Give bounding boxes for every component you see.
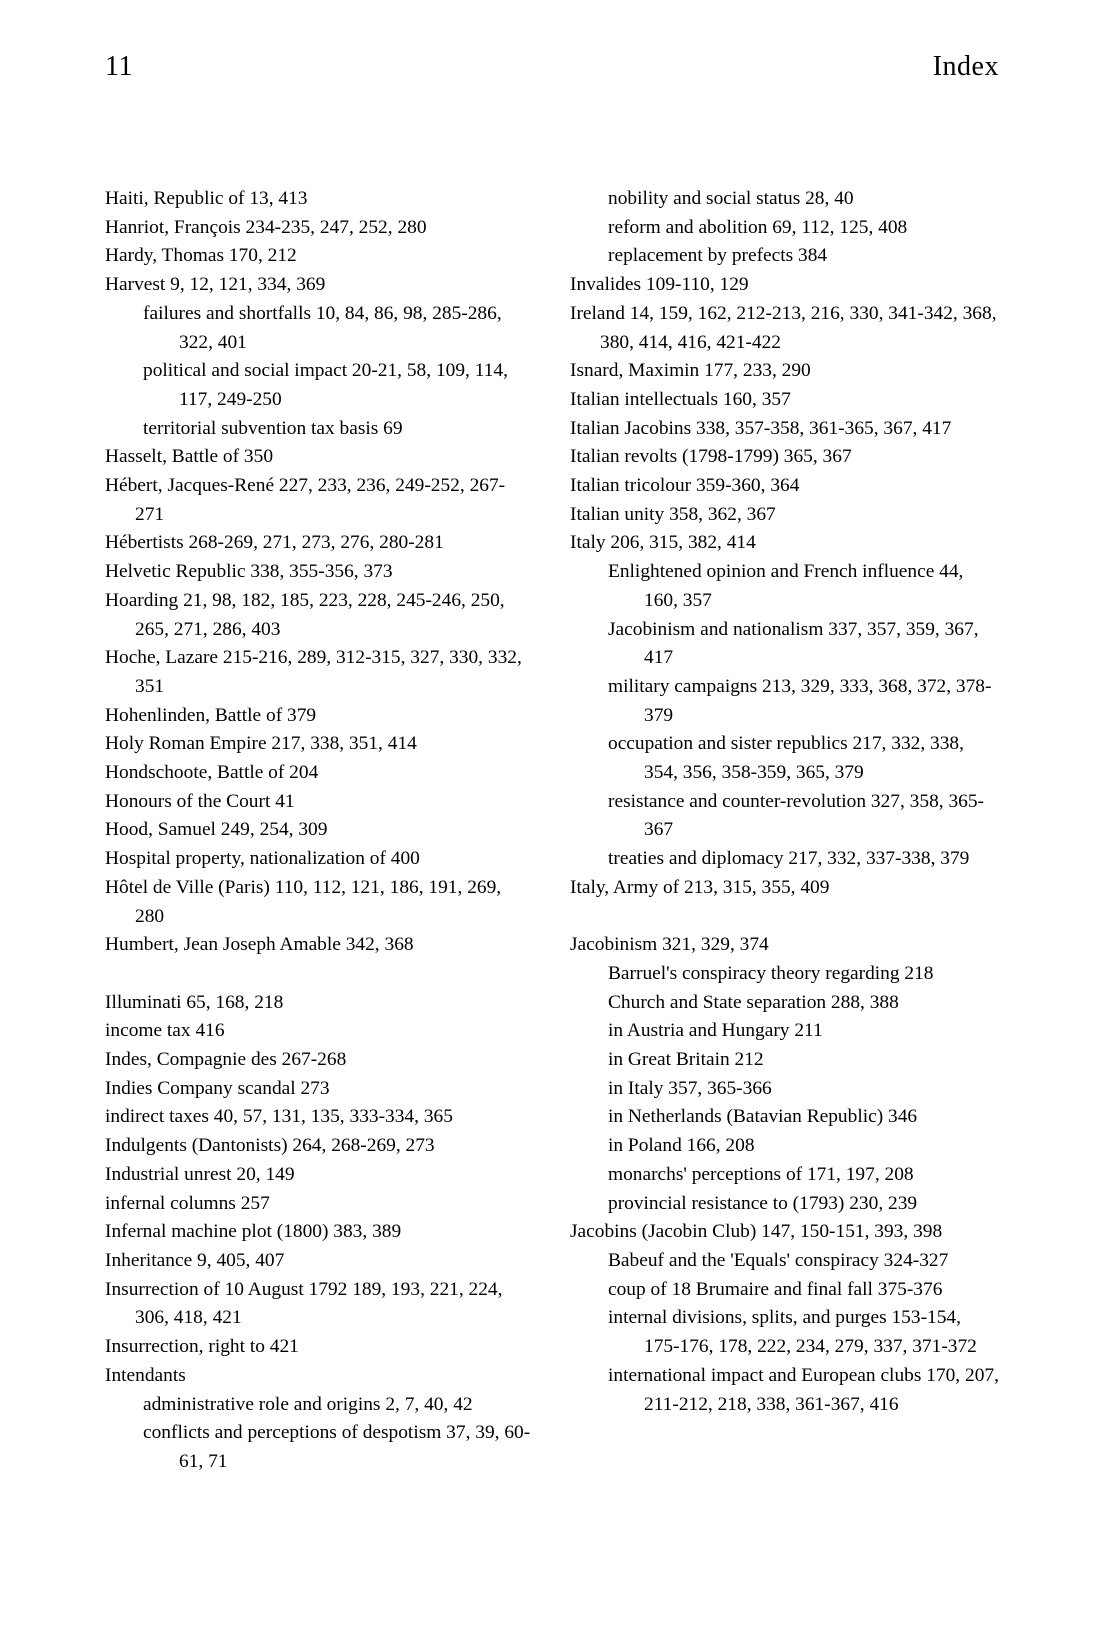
page-number: 11	[105, 51, 133, 82]
index-subentry: international impact and European clubs 170, 207, 211-212, 218, 338, 361-367, 416	[608, 1364, 999, 1415]
index-entry: Italian Jacobins 338, 357-358, 361-365, 367, 417	[570, 417, 952, 439]
index-entry: Illuminati 65, 168, 218	[105, 991, 284, 1013]
index-subentry: Church and State separation 288, 388	[608, 991, 899, 1013]
index-entry: Insurrection of 10 August 1792 189, 193, 221, 224, 306, 418, 421	[105, 1278, 503, 1329]
index-subentry: political and social impact 20-21, 58, 109, 114, 117, 249-250	[143, 360, 508, 410]
index-entry: Infernal machine plot (1800) 383, 389	[105, 1221, 402, 1243]
index-entry: Hasselt, Battle of 350	[105, 446, 274, 468]
section-gap	[105, 960, 534, 989]
index-entry: Jacobinism 321, 329, 374	[570, 934, 769, 956]
index-entry: Hohenlinden, Battle of 379	[105, 704, 317, 726]
index-entry: Isnard, Maximin 177, 233, 290	[570, 360, 811, 382]
index-entry: Hoche, Lazare 215-216, 289, 312-315, 327, 330, 332, 351	[105, 647, 522, 697]
index-entry: Indes, Compagnie des 267-268	[105, 1049, 347, 1071]
index-entry: Italy 206, 315, 382, 414	[570, 532, 756, 554]
index-subentry: Barruel's conspiracy theory regarding 218	[608, 962, 934, 984]
index-entry: Italian revolts (1798-1799) 365, 367	[570, 446, 852, 468]
index-subentry: nobility and social status 28, 40	[608, 188, 854, 209]
index-subentry: in Poland 166, 208	[608, 1135, 755, 1157]
index-subentry: in Italy 357, 365-366	[608, 1077, 772, 1099]
index-entry: Humbert, Jean Joseph Amable 342, 368	[105, 934, 414, 956]
section-gap	[570, 903, 999, 932]
index-subentry: administrative role and origins 2, 7, 40, 42	[143, 1393, 473, 1415]
index-entry: Harvest 9, 12, 121, 334, 369	[105, 274, 326, 296]
index-entry: Hôtel de Ville (Paris) 110, 112, 121, 186, 191, 269, 280	[105, 876, 502, 927]
index-entry: Inheritance 9, 405, 407	[105, 1250, 285, 1271]
index-subentry: Jacobinism and nationalism 337, 357, 359, 367, 417	[608, 618, 979, 669]
index-subentry: reform and abolition 69, 112, 125, 408	[608, 216, 908, 238]
index-subentry: in Netherlands (Batavian Republic) 346	[608, 1106, 918, 1128]
index-entry: infernal columns 257	[105, 1192, 270, 1214]
index-entry: Hanriot, François 234-235, 247, 252, 280	[105, 216, 427, 238]
index-entry: Haiti, Republic of 13, 413	[105, 188, 308, 209]
index-entry: Italian tricolour 359-360, 364	[570, 475, 800, 497]
index-entry: Hoarding 21, 98, 182, 185, 223, 228, 245-246, 250, 265, 271, 286, 403	[105, 589, 505, 640]
index-entry: Helvetic Republic 338, 355-356, 373	[105, 561, 393, 583]
index-entry: Hardy, Thomas 170, 212	[105, 245, 297, 267]
index-entry: Hondschoote, Battle of 204	[105, 762, 319, 784]
index-entry: Hood, Samuel 249, 254, 309	[105, 819, 328, 841]
index-entry: Hébert, Jacques-René 227, 233, 236, 249-252, 267-271	[105, 475, 506, 525]
index-subentry: resistance and counter-revolution 327, 358, 365-367	[608, 790, 985, 841]
index-subentry: Babeuf and the 'Equals' conspiracy 324-327	[608, 1250, 949, 1271]
index-entry: Italian intellectuals 160, 357	[570, 388, 791, 410]
index-entry: indirect taxes 40, 57, 131, 135, 333-334, 365	[105, 1106, 453, 1128]
index-subentry: provincial resistance to (1793) 230, 239	[608, 1192, 918, 1214]
index-subentry: in Austria and Hungary 211	[608, 1020, 823, 1042]
index-entry: Hospital property, nationalization of 400	[105, 848, 420, 870]
index-columns	[105, 185, 999, 1477]
index-subentry: conflicts and perceptions of despotism 37, 39, 60-61, 71	[143, 1422, 531, 1472]
index-subentry: replacement by prefects 384	[608, 245, 828, 267]
index-entry: Intendants	[105, 1364, 186, 1386]
index-entry: Indulgents (Dantonists) 264, 268-269, 273	[105, 1135, 435, 1157]
index-subentry: territorial subvention tax basis 69	[143, 417, 403, 439]
index-subentry: failures and shortfalls 10, 84, 86, 98, 285-286, 322, 401	[143, 302, 502, 353]
index-entry: Indies Company scandal 273	[105, 1077, 330, 1099]
index-entry: Italy, Army of 213, 315, 355, 409	[570, 876, 830, 898]
running-head	[105, 50, 999, 84]
index-subentry: in Great Britain 212	[608, 1049, 764, 1071]
index-subentry: treaties and diplomacy 217, 332, 337-338, 379	[608, 848, 970, 870]
index-subentry: Enlightened opinion and French influence 44, 160, 357	[608, 561, 964, 611]
index-entry: Industrial unrest 20, 149	[105, 1163, 295, 1185]
index-entry: Insurrection, right to 421	[105, 1336, 299, 1358]
index-entry: Holy Roman Empire 217, 338, 351, 414	[105, 733, 417, 755]
index-subentry: coup of 18 Brumaire and final fall 375-376	[608, 1278, 943, 1300]
left-column	[105, 185, 534, 1477]
index-entry: Ireland 14, 159, 162, 212-213, 216, 330, 341-342, 368, 380, 414, 416, 421-422	[570, 302, 997, 353]
index-entry: Honours of the Court 41	[105, 790, 295, 812]
index-entry: income tax 416	[105, 1020, 225, 1042]
index-subentry: monarchs' perceptions of 171, 197, 208	[608, 1163, 914, 1185]
index-entry: Invalides 109-110, 129	[570, 274, 749, 296]
index-subentry: internal divisions, splits, and purges 153-154, 175-176, 178, 222, 234, 279, 337, 371-372	[608, 1307, 977, 1358]
index-entry: Italian unity 358, 362, 367	[570, 503, 776, 525]
right-column	[570, 185, 999, 1477]
index-subentry: military campaigns 213, 329, 333, 368, 372, 378-379	[608, 675, 992, 726]
page-title: Index	[932, 51, 999, 82]
index-subentry: occupation and sister republics 217, 332, 338, 354, 356, 358-359, 365, 379	[608, 733, 964, 784]
index-entry: Jacobins (Jacobin Club) 147, 150-151, 393, 398	[570, 1221, 943, 1243]
index-entry: Hébertists 268-269, 271, 273, 276, 280-281	[105, 532, 444, 554]
